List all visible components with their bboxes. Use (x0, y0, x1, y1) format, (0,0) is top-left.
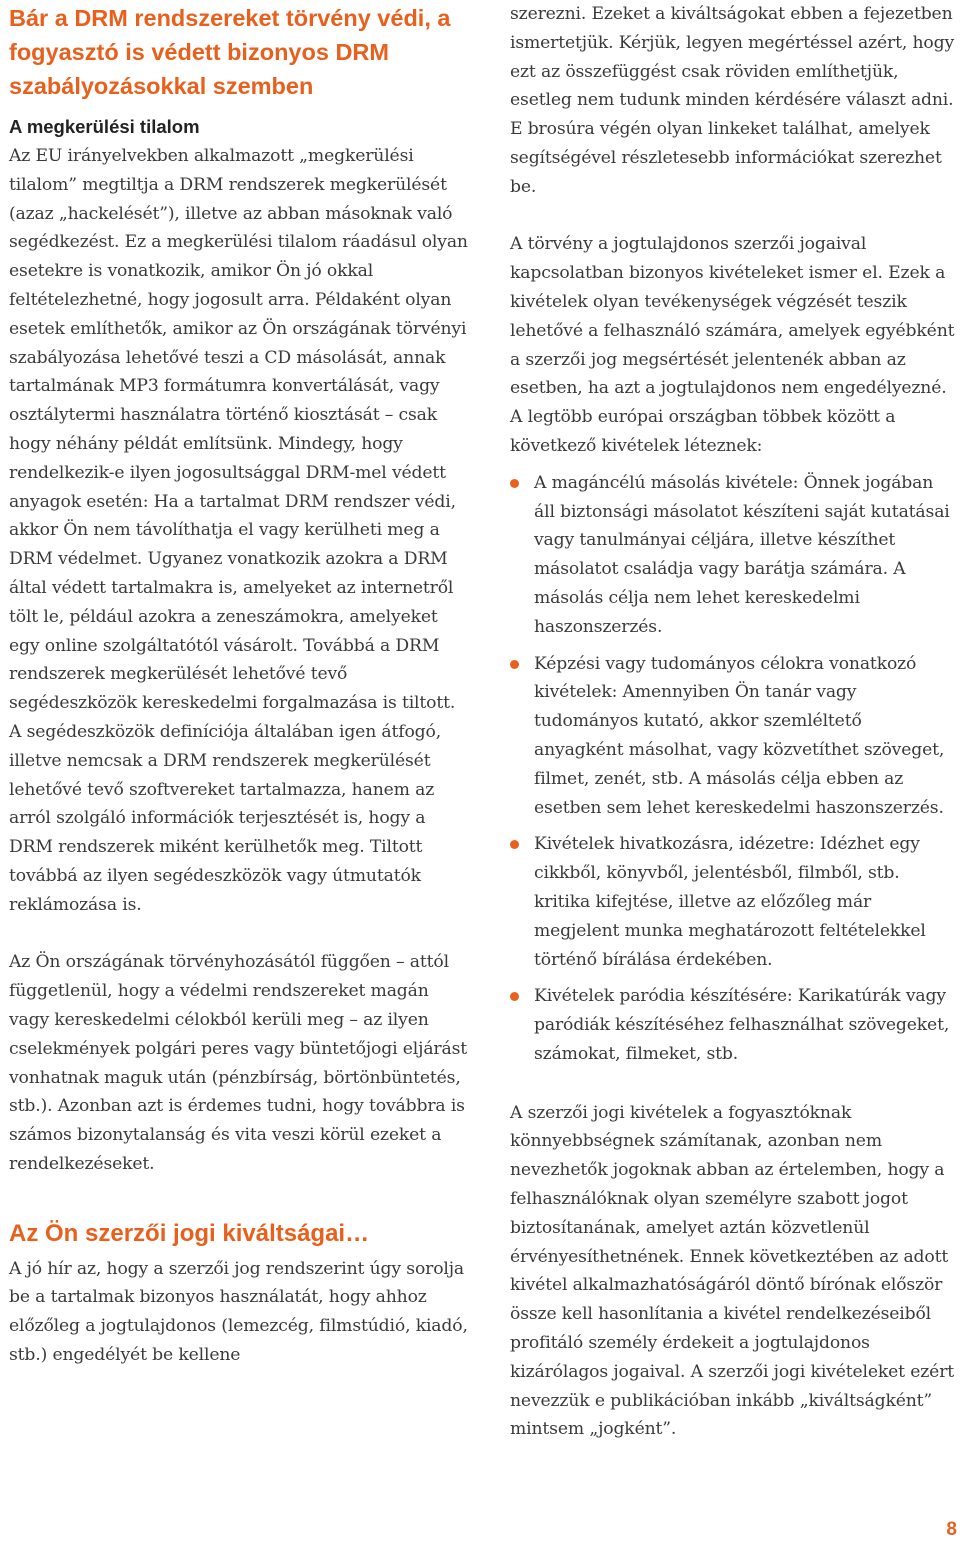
left-column (9, 0, 471, 1370)
left-paragraph-2: Az Ön országának törvényhozásától függően – attól függetlenül, hogy a védelmi rendszereket magán vagy kereskedelmi célokból kerüli meg – az ilyen cselekmények polgári peres vagy büntetőjogi eljárást vonhatnak maguk után (pénzbírság, börtönbüntetés, stb.). Azonban azt is érdemes tudni, hogy továbbra is számos bizonytalanság és vita veszi körül ezeket a rendelkezéseket. (9, 952, 468, 1174)
bullet-dot-icon (510, 479, 519, 488)
left-paragraph-3: A jó hír az, hogy a szerzői jog rendszerint úgy sorolja be a tartalmak bizonyos használatát, hogy ahhoz előzőleg a jogtulajdonos (lemezcég, filmstúdió, kiadó, stb.) engedélyét be kellene (9, 1258, 468, 1366)
right-paragraph-1: szerezni. Ezeket a kiváltságokat ebben a fejezetben ismertetjük. Kérjük, legyen megértéssel azért, hogy ezt az összefüggést csak röviden említhetjük, esetleg nem tudunk minden kérdésére választ adni. E brosúra végén olyan linkeket találhat, amelyek segítségével részletesebb információkat szerezhet be. (510, 4, 955, 197)
left-paragraph-1: Az EU irányelvekben alkalmazott „megkerülési tilalom” megtiltja a DRM rendszerek megkerülését (azaz „hackelését”), illetve az abban másoknak való segédkezést. Ez a megkerülési tilalom ráadásul olyan esetekre is vonatkozik, amikor Ön jó okkal feltételezhetné, hogy jogosult arra. Példaként olyan esetek említhetők, amikor az Ön országának törvényi szabályozása lehetővé teszi a CD másolását, annak tartalmának MP3 formátumra konvertálását, vagy osztálytermi használatra történő kiosztását – csak hogy néhány példát említsünk. Mindegy, hogy rendelkezik-e ilyen jogosultsággal DRM-mel védett anyagok esetén: Ha a tartalmat DRM rendszer védi, akkor Ön nem távolíthatja el vagy kerülheti meg a DRM védelmet. Ugyanez vonatkozik azokra a DRM által védett tartalmakra is, amelyeket az internetről tölt le, például azokra a zeneszámokra, amelyeket egy online szolgáltatótól vásárolt. Továbbá a DRM rendszerek megkerülését lehetővé tevő segédeszközök kereskedelmi forgalmazása is tiltott. A segédeszközök definíciója általában igen átfogó, illetve nemcsak a DRM rendszerek megkerülését lehetővé tevő szoftvereket tartalmazza, hanem az arról szolgáló információk terjesztését is, hogy a DRM rendszerek miként kerülhetők meg. Tiltott továbbá az ilyen segédeszközök vagy útmutatók reklámozása is. (9, 146, 468, 915)
list-item-text: Kivételek hivatkozásra, idézetre: Idézhet egy cikkből, könyvből, jelentésből, filmből, stb. kritika kifejtése, illetve az előzőleg már megjelent munka meghatározott feltételekkel történő bírálása érdekében. (534, 834, 926, 970)
exceptions-list (510, 469, 955, 1069)
right-column (510, 0, 955, 1444)
list-item-text: Kivételek paródia készítésére: Karikatúrák vagy paródiák készítéséhez felhasználhat szövegeket, számokat, filmeket, stb. (534, 986, 950, 1064)
page-title: Bár a DRM rendszereket törvény védi, a fogyasztó is védett bizonyos DRM szabályozásokkal szemben (9, 5, 451, 99)
list-item (510, 830, 955, 974)
section-title-privileges: Az Ön szerzői jogi kiváltságai… (9, 1219, 370, 1247)
right-paragraph-2: A törvény a jogtulajdonos szerzői jogaival kapcsolatban bizonyos kivételeket ismer el. Ezek a kivételek olyan tevékenységek végzését teszik lehetővé a felhasználó számára, amelyek egyébként a szerzői jog megsértését jelentenék abban az esetben, ha azt a jogtulajdonos nem engedélyezné. A legtöbb európai országban többek között a következő kivételek léteznek: (510, 234, 955, 456)
bullet-dot-icon (510, 840, 519, 849)
list-item (510, 982, 955, 1068)
subheading-circumvention-ban: A megkerülési tilalom (9, 116, 200, 137)
bullet-dot-icon (510, 992, 519, 1001)
list-item (510, 469, 955, 642)
page-number: 8 (946, 1519, 957, 1540)
list-item (510, 650, 955, 823)
bullet-dot-icon (510, 660, 519, 669)
list-item-text: A magáncélú másolás kivétele: Önnek jogában áll biztonsági másolatot készíteni saját kutatásai vagy tanulmányai céljára, illetve készíthet másolatot családja vagy barátja számára. A másolás célja nem lehet kereskedelmi haszonszerzés. (534, 472, 950, 637)
list-item-text: Képzési vagy tudományos célokra vonatkozó kivételek: Amennyiben Ön tanár vagy tudományos kutató, akkor szemléltető anyagként másolhat, vagy közvetíthet szöveget, filmet, zenét, stb. A másolás célja ebben az esetben sem lehet kereskedelmi haszonszerzés. (534, 653, 945, 818)
right-paragraph-3: A szerzői jogi kivételek a fogyasztóknak könnyebbségnek számítanak, azonban nem nevezhetők jogoknak abban az értelemben, hogy a felhasználóknak olyan személyre szabott jogot biztosítanának, amelyet aztán közvetlenül érvényesíthetnének. Ennek következtében az adott kivétel alkalmazhatóságáról döntő bírónak először össze kell hasonlítania a kivétel rendelkezéseiből profitáló személy érdekeit a jogtulajdonos kizárólagos jogaival. A szerzői jogi kivételeket ezért nevezzük e publikációban inkább „kiváltságként” mintsem „jogként”. (510, 1102, 955, 1440)
